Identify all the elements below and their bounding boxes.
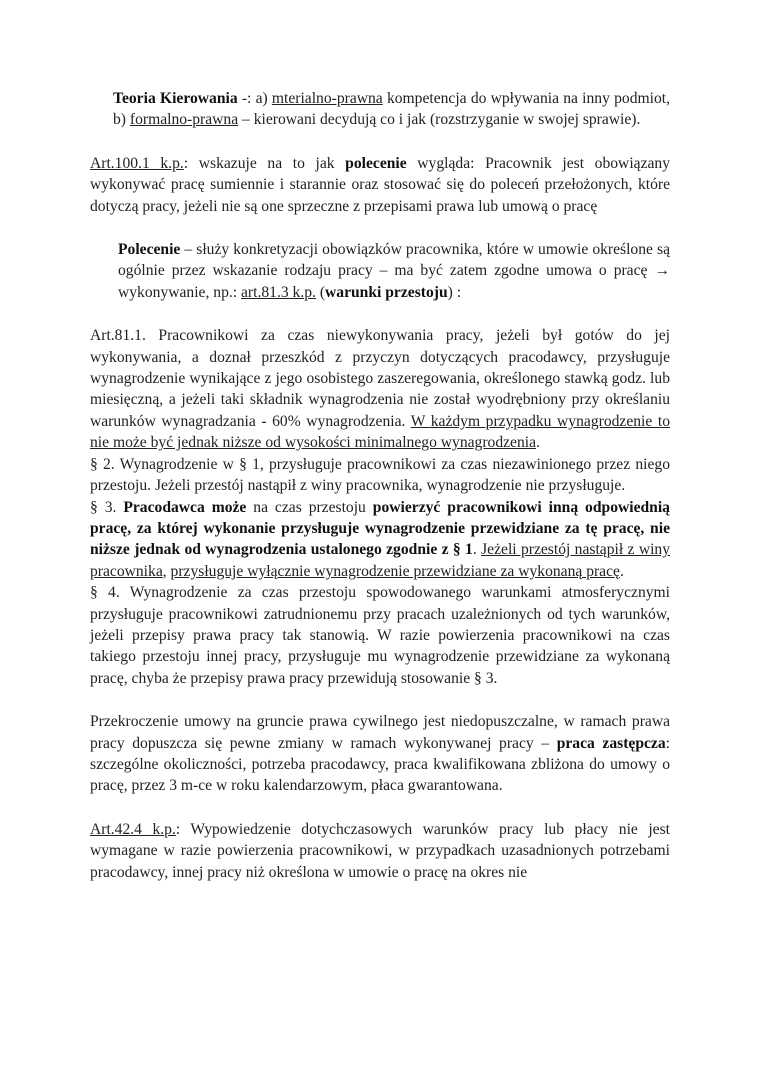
paragraph-praca-zastepcza: Przekroczenie umowy na gruncie prawa cywilnego jest niedopuszczalne, w ramach prawa pracy dopuszcza się pewne zmiany w ramach wykonywanej pracy – praca zastępcza: szczególne okoliczności, potrzeba pracodawcy, praca kwalifikowana zbliżona do umowy o pracę, przez 3 m-ce w roku kalendarzowym, płaca gwarantowana. (90, 713, 670, 795)
paragraph-art-81-4: § 4. Wynagrodzenie za czas przestoju spowodowanego warunkami atmosferycznymi przysługuje pracownikowi zatrudnionemu przy pracach uzależnionych od tych warunków, jeżeli przepisy prawa pracy tak stanowią. W razie powierzenia pracownikowi na czas takiego przestoju innej pracy, przysługuje mu wynagrodzenie przewidziane za wykonaną pracę, chyba że przepisy prawa pracy przewidują stosowanie § 3. (90, 584, 670, 687)
paragraph-art-81-3: § 3. Pracodawca może na czas przestoju powierzyć pracownikowi inną odpowiednią pracę, za której wykonanie przysługuje wynagrodzenie przewidziane za tę pracę, nie niższe jednak od wynagrodzenia ustalonego zgodnie z § 1. Jeżeli przestój nastąpił z winy pracownika, przysługuje wyłącznie wynagrodzenie przewidziane za wykonaną pracę. (90, 498, 671, 580)
paragraph-art-100: Art.100.1 k.p.: wskazuje na to jak polecenie wygląda: Pracownik jest obowiązany wykonywać pracę sumiennie i starannie oraz stosować się do poleceń przełożonych, które dotyczą pracy, jeżeli nie są one sprzeczne z przepisami prawa lub umową o pracę (90, 154, 671, 215)
article-reference: Art.42.4 k.p. (90, 820, 176, 838)
article-reference: art.81.3 k.p. (241, 283, 316, 301)
article-reference: Art.100.1 k.p. (90, 154, 184, 172)
paragraph-art-81-2: § 2. Wynagrodzenie w § 1, przysługuje pracownikowi za czas niezawinionego przez niego przestoju. Jeżeli przestój nastąpił z winy pracownika, wynagrodzenie nie przysługuje. (90, 455, 670, 495)
paragraph-polecenie: Polecenie – służy konkretyzacji obowiązków pracownika, które w umowie określone są ogólnie przez wskazanie rodzaju pracy – ma być zatem zgodne umowa o pracę → wykonywanie, np.: art.81.3 k.p. (warunki przestoju) : (118, 241, 670, 301)
term-materialno-prawna: mterialno-prawna (271, 90, 383, 107)
paragraph-art-81-1: Art.81.1. Pracownikowi za czas niewykonywania pracy, jeżeli był gotów do jej wykonywania, a doznał przeszkód z przyczyn dotyczących pracodawcy, przysługuje wynagrodzenie wynikające z jego osobistego zaszeregowania, określonego stawką godz. lub miesięczną, a jeżeli taki składnik wynagrodzenia nie został wyodrębniony przy określaniu warunków wynagradzania - 60% wynagrodzenia. W każdym przypadku wynagrodzenie to nie może być jednak niższe od wysokości minimalnego wynagrodzenia. (90, 327, 671, 452)
paragraph-art-42-4: Art.42.4 k.p.: Wypowiedzenie dotychczasowych warunków pracy lub płacy nie jest wymagane w razie powierzenia pracownikowi, w przypadkach uzasadnionych potrzebami pracodawcy, innej pracy niż określona w umowie o pracę na okres nie (90, 820, 670, 881)
term-formalno-prawna: formalno-prawna (129, 111, 239, 129)
paragraph-teoria-kierowania: Teoria Kierowania -: a) mterialno-prawna kompetencja do wpływania na inny podmiot, b) formalno-prawna – kierowani decydują co i jak (rozstrzyganie w swojej sprawie). (113, 90, 670, 129)
term-teoria-kierowania: Teoria Kierowania (113, 90, 238, 107)
arrow-icon: → (654, 262, 670, 280)
